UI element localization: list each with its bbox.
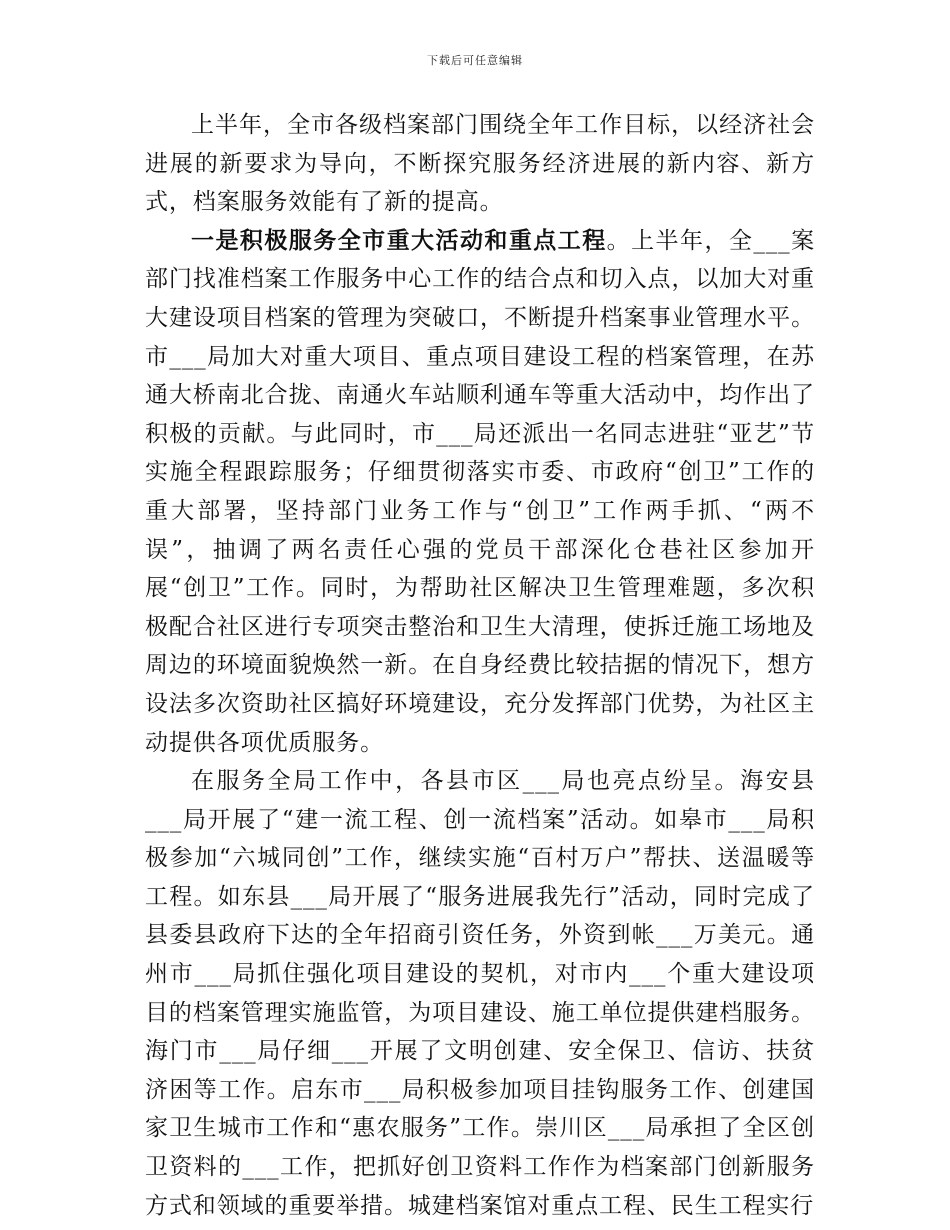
paragraph-3 bbox=[145, 762, 815, 1225]
paragraph-3-text: 在服务全局工作中，各县市区___局也亮点纷呈。海安县___局开展了“建一流工程、创一流档案”活动。如皋市___局积极参加“六城同创”工作，继续实施“百村万户”帮扶、送温暖等工程。如东县___局开展了“服务进展我先行”活动，同时完成了县委县政府下达的全年招商引资任务，外资到帐___万美元。通州市___局抓住强化项目建设的契机，对市内___个重大建设项目的档案管理实施监管，为项目建设、施工单位提供建档服务。海门市___局仔细___开展了文明创建、安全保卫、信访、扶贫济困等工作。启东市___局积极参加项目挂钩服务工作、创建国家卫生城市工作和“惠农服务”工作。崇川区___局承担了全区创卫资料的___工作，把抓好创卫资料工作作为档案部门创新服务方式和领域的重要举措。城建档案馆对重点工程、民生工程实行 bbox=[145, 768, 815, 1219]
page-header: 下载后可任意编辑 bbox=[427, 54, 523, 67]
paragraph-2-lead: 一是积极服务全市重大活动和重点工程 bbox=[191, 226, 607, 254]
paragraph-2-text: 。上半年，全___案部门找准档案工作服务中心工作的结合点和切入点，以加大对重大建设项目档案的管理为突破口，不断提升档案事业管理水平。市___局加大对重大项目、重点项目建设工程的档案管理，在苏通大桥南北合拢、南通火车站顺利通车等重大活动中，均作出了积极的贡献。与此同时，市___局还派出一名同志进驻“亚艺”节实施全程跟踪服务；仔细贯彻落实市委、市政府“创卫”工作的重大部署，坚持部门业务工作与“创卫”工作两手抓、“两不误”，抽调了两名责任心强的党员干部深化仓巷社区参加开展“创卫”工作。同时，为帮助社区解决卫生管理难题，多次积极配合社区进行专项突击整治和卫生大清理，使拆迁施工场地及周边的环境面貌焕然一新。在自身经费比较拮据的情况下，想方设法多次资助社区搞好环境建设，充分发挥部门优势，为社区主动提供各项优质服务。 bbox=[145, 227, 816, 756]
paragraph-1-text: 上半年，全市各级档案部门围绕全年工作目标，以经济社会进展的新要求为导向，不断探究服务经济进展的新内容、新方式，档案服务效能有了新的提高。 bbox=[145, 112, 815, 216]
paragraph-1 bbox=[145, 106, 815, 222]
paragraph-2 bbox=[145, 222, 815, 762]
document-body bbox=[145, 106, 815, 1225]
